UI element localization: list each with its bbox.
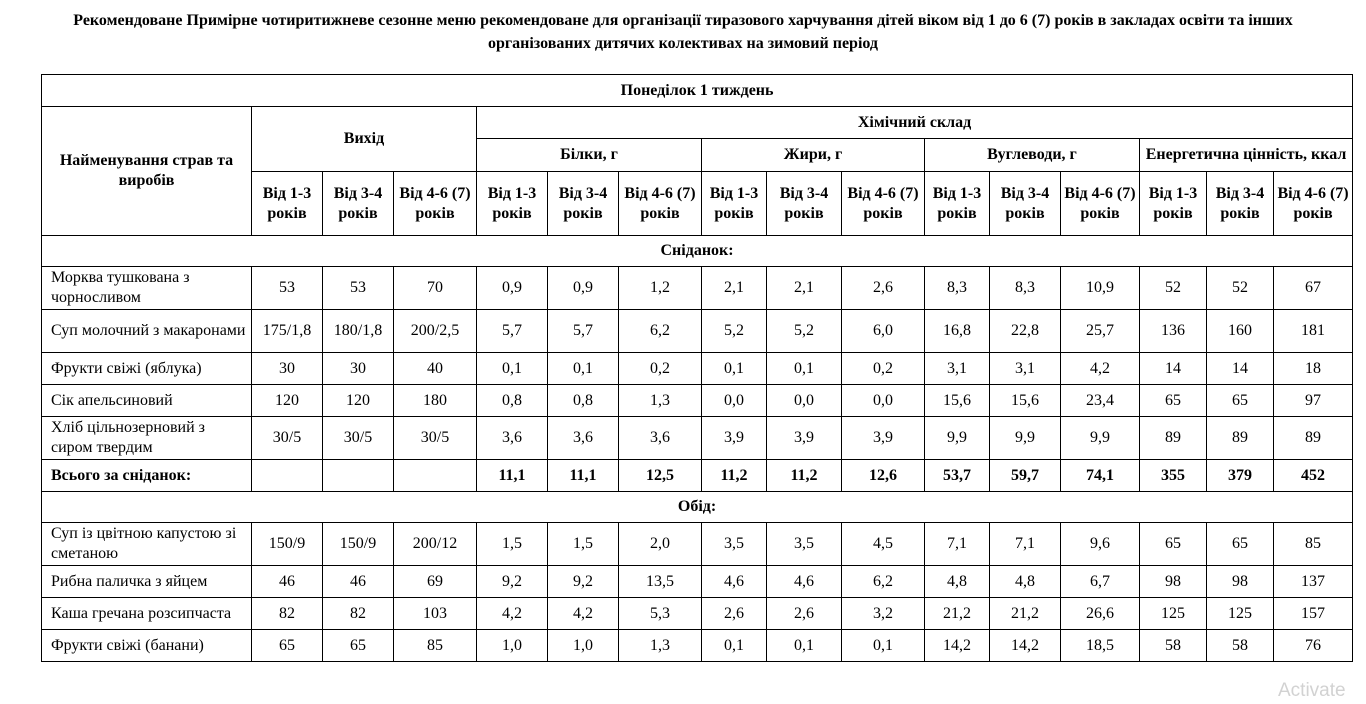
value-cell: 137 (1274, 566, 1353, 598)
header-proteins: Білки, г (477, 139, 702, 172)
value-cell: 12,5 (619, 460, 702, 492)
dish-name: Суп із цвітною капустою зі сметаною (42, 523, 252, 566)
value-cell: 3,1 (990, 353, 1061, 385)
value-cell: 13,5 (619, 566, 702, 598)
header-age-cell: Від 1-3 років (252, 172, 323, 236)
value-cell: 7,1 (990, 523, 1061, 566)
value-cell: 89 (1140, 417, 1207, 460)
value-cell: 0,8 (548, 385, 619, 417)
value-cell: 4,8 (990, 566, 1061, 598)
value-cell: 11,1 (477, 460, 548, 492)
value-cell: 5,3 (619, 598, 702, 630)
value-cell: 180 (394, 385, 477, 417)
value-cell: 180/1,8 (323, 310, 394, 353)
value-cell: 40 (394, 353, 477, 385)
value-cell: 82 (323, 598, 394, 630)
value-cell: 6,2 (619, 310, 702, 353)
value-cell: 0,1 (477, 353, 548, 385)
value-cell: 85 (1274, 523, 1353, 566)
value-cell: 15,6 (990, 385, 1061, 417)
value-cell (252, 460, 323, 492)
value-cell: 0,0 (842, 385, 925, 417)
value-cell: 89 (1207, 417, 1274, 460)
value-cell: 3,9 (842, 417, 925, 460)
value-cell: 103 (394, 598, 477, 630)
value-cell: 11,2 (702, 460, 767, 492)
value-cell: 0,0 (767, 385, 842, 417)
header-age-cell: Від 3-4 років (767, 172, 842, 236)
dish-name: Фрукти свіжі (банани) (42, 630, 252, 662)
dish-name: Рибна паличка з яйцем (42, 566, 252, 598)
value-cell: 1,0 (548, 630, 619, 662)
value-cell: 65 (323, 630, 394, 662)
value-cell: 0,9 (477, 267, 548, 310)
value-cell: 76 (1274, 630, 1353, 662)
value-cell: 53 (252, 267, 323, 310)
value-cell: 157 (1274, 598, 1353, 630)
menu-table (41, 74, 1353, 662)
value-cell: 16,8 (925, 310, 990, 353)
value-cell: 9,2 (548, 566, 619, 598)
section-header-row (42, 236, 1353, 267)
value-cell: 52 (1207, 267, 1274, 310)
header-age-cell: Від 4-6 (7) років (394, 172, 477, 236)
activate-watermark: Activate (1278, 680, 1346, 701)
value-cell: 2,6 (767, 598, 842, 630)
header-carbs: Вуглеводи, г (925, 139, 1140, 172)
value-cell: 8,3 (990, 267, 1061, 310)
section-header-row (42, 492, 1353, 523)
value-cell: 65 (1140, 523, 1207, 566)
value-cell: 0,1 (548, 353, 619, 385)
header-age-cell: Від 1-3 років (477, 172, 548, 236)
value-cell: 15,6 (925, 385, 990, 417)
value-cell: 58 (1207, 630, 1274, 662)
value-cell: 6,2 (842, 566, 925, 598)
dish-name: Суп молочний з макаронами (42, 310, 252, 353)
value-cell: 9,9 (990, 417, 1061, 460)
value-cell: 355 (1140, 460, 1207, 492)
value-cell: 14,2 (925, 630, 990, 662)
value-cell: 11,1 (548, 460, 619, 492)
value-cell: 0,1 (702, 630, 767, 662)
value-cell: 4,6 (767, 566, 842, 598)
dish-name: Хліб цільнозерновий з сиром твердим (42, 417, 252, 460)
value-cell: 0,1 (767, 630, 842, 662)
header-age-cell: Від 4-6 (7) років (1274, 172, 1353, 236)
value-cell: 3,6 (477, 417, 548, 460)
value-cell: 30/5 (252, 417, 323, 460)
total-label: Всього за сніданок: (42, 460, 252, 492)
value-cell: 200/12 (394, 523, 477, 566)
value-cell: 9,9 (1061, 417, 1140, 460)
value-cell: 5,7 (548, 310, 619, 353)
value-cell: 65 (1140, 385, 1207, 417)
header-age-cell: Від 3-4 років (548, 172, 619, 236)
value-cell: 181 (1274, 310, 1353, 353)
value-cell: 26,6 (1061, 598, 1140, 630)
value-cell: 1,2 (619, 267, 702, 310)
table-row (42, 523, 1353, 566)
value-cell: 9,6 (1061, 523, 1140, 566)
value-cell: 3,9 (702, 417, 767, 460)
value-cell: 3,6 (548, 417, 619, 460)
value-cell: 0,8 (477, 385, 548, 417)
value-cell: 3,9 (767, 417, 842, 460)
header-age-cell: Від 4-6 (7) років (619, 172, 702, 236)
value-cell: 30 (252, 353, 323, 385)
header-dish-name: Найменування страв та виробів (42, 107, 252, 236)
value-cell: 5,2 (767, 310, 842, 353)
value-cell: 6,7 (1061, 566, 1140, 598)
dish-name: Каша гречана розсипчаста (42, 598, 252, 630)
table-row (42, 267, 1353, 310)
value-cell (394, 460, 477, 492)
value-cell: 200/2,5 (394, 310, 477, 353)
value-cell: 85 (394, 630, 477, 662)
value-cell: 14 (1207, 353, 1274, 385)
value-cell: 53,7 (925, 460, 990, 492)
value-cell: 65 (252, 630, 323, 662)
table-row (42, 566, 1353, 598)
table-row (42, 417, 1353, 460)
value-cell: 0,9 (548, 267, 619, 310)
value-cell: 74,1 (1061, 460, 1140, 492)
value-cell: 3,6 (619, 417, 702, 460)
value-cell: 46 (252, 566, 323, 598)
value-cell: 2,0 (619, 523, 702, 566)
value-cell: 97 (1274, 385, 1353, 417)
value-cell: 23,4 (1061, 385, 1140, 417)
value-cell: 14,2 (990, 630, 1061, 662)
header-fats: Жири, г (702, 139, 925, 172)
day-label: Понеділок 1 тиждень (42, 75, 1353, 107)
value-cell: 69 (394, 566, 477, 598)
value-cell: 6,0 (842, 310, 925, 353)
header-age-cell: Від 4-6 (7) років (842, 172, 925, 236)
value-cell: 1,3 (619, 630, 702, 662)
dish-name: Сік апельсиновий (42, 385, 252, 417)
table-row (42, 630, 1353, 662)
value-cell: 2,6 (702, 598, 767, 630)
value-cell: 70 (394, 267, 477, 310)
value-cell: 1,3 (619, 385, 702, 417)
value-cell: 0,0 (702, 385, 767, 417)
value-cell: 30/5 (323, 417, 394, 460)
value-cell: 0,1 (702, 353, 767, 385)
value-cell: 7,1 (925, 523, 990, 566)
value-cell: 1,5 (548, 523, 619, 566)
value-cell: 30/5 (394, 417, 477, 460)
value-cell: 65 (1207, 385, 1274, 417)
value-cell: 21,2 (925, 598, 990, 630)
value-cell: 18 (1274, 353, 1353, 385)
value-cell: 82 (252, 598, 323, 630)
value-cell: 175/1,8 (252, 310, 323, 353)
value-cell: 46 (323, 566, 394, 598)
value-cell: 59,7 (990, 460, 1061, 492)
value-cell: 4,2 (548, 598, 619, 630)
value-cell: 52 (1140, 267, 1207, 310)
value-cell: 150/9 (252, 523, 323, 566)
value-cell: 2,1 (767, 267, 842, 310)
value-cell (323, 460, 394, 492)
value-cell: 0,2 (842, 353, 925, 385)
value-cell: 89 (1274, 417, 1353, 460)
header-age-cell: Від 3-4 років (1207, 172, 1274, 236)
value-cell: 53 (323, 267, 394, 310)
value-cell: 10,9 (1061, 267, 1140, 310)
value-cell: 3,5 (702, 523, 767, 566)
value-cell: 4,8 (925, 566, 990, 598)
header-chem-composition: Хімічний склад (477, 107, 1353, 139)
value-cell: 4,6 (702, 566, 767, 598)
value-cell: 452 (1274, 460, 1353, 492)
day-header-row (42, 75, 1353, 107)
value-cell: 14 (1140, 353, 1207, 385)
value-cell: 3,1 (925, 353, 990, 385)
header-row-1 (42, 107, 1353, 139)
value-cell: 18,5 (1061, 630, 1140, 662)
value-cell: 150/9 (323, 523, 394, 566)
value-cell: 9,9 (925, 417, 990, 460)
table-row (42, 598, 1353, 630)
header-age-cell: Від 1-3 років (925, 172, 990, 236)
value-cell: 1,5 (477, 523, 548, 566)
value-cell: 25,7 (1061, 310, 1140, 353)
value-cell: 58 (1140, 630, 1207, 662)
header-age-cell: Від 1-3 років (702, 172, 767, 236)
total-row (42, 460, 1353, 492)
value-cell: 125 (1207, 598, 1274, 630)
value-cell: 136 (1140, 310, 1207, 353)
value-cell: 1,0 (477, 630, 548, 662)
header-output: Вихід (252, 107, 477, 172)
value-cell: 30 (323, 353, 394, 385)
header-age-cell: Від 3-4 років (323, 172, 394, 236)
value-cell: 12,6 (842, 460, 925, 492)
value-cell: 0,1 (767, 353, 842, 385)
value-cell: 160 (1207, 310, 1274, 353)
value-cell: 4,2 (1061, 353, 1140, 385)
value-cell: 120 (323, 385, 394, 417)
header-energy: Енергетична цінність, ккал (1140, 139, 1353, 172)
value-cell: 67 (1274, 267, 1353, 310)
value-cell: 98 (1207, 566, 1274, 598)
header-age-cell: Від 3-4 років (990, 172, 1061, 236)
document-title: Рекомендоване Примірне чотиритижневе сезонне меню рекомендоване для організації тиразового харчування дітей віком від 1 до 6 (7) років в закладах освіти та інших організованих дитячих колективах на зимовий період (73, 12, 1293, 52)
dish-name: Морква тушкована з чорносливом (42, 267, 252, 310)
value-cell: 120 (252, 385, 323, 417)
value-cell: 2,1 (702, 267, 767, 310)
table-row (42, 353, 1353, 385)
value-cell: 3,5 (767, 523, 842, 566)
value-cell: 65 (1207, 523, 1274, 566)
section-label: Обід: (42, 492, 1353, 523)
value-cell: 5,2 (702, 310, 767, 353)
dish-name: Фрукти свіжі (яблука) (42, 353, 252, 385)
value-cell: 98 (1140, 566, 1207, 598)
value-cell: 379 (1207, 460, 1274, 492)
value-cell: 5,7 (477, 310, 548, 353)
value-cell: 21,2 (990, 598, 1061, 630)
header-age-cell: Від 4-6 (7) років (1061, 172, 1140, 236)
value-cell: 3,2 (842, 598, 925, 630)
table-row (42, 310, 1353, 353)
value-cell: 8,3 (925, 267, 990, 310)
table-row (42, 385, 1353, 417)
value-cell: 0,1 (842, 630, 925, 662)
value-cell: 22,8 (990, 310, 1061, 353)
value-cell: 11,2 (767, 460, 842, 492)
value-cell: 4,2 (477, 598, 548, 630)
header-age-cell: Від 1-3 років (1140, 172, 1207, 236)
value-cell: 9,2 (477, 566, 548, 598)
value-cell: 2,6 (842, 267, 925, 310)
value-cell: 0,2 (619, 353, 702, 385)
value-cell: 4,5 (842, 523, 925, 566)
section-label: Сніданок: (42, 236, 1353, 267)
value-cell: 125 (1140, 598, 1207, 630)
